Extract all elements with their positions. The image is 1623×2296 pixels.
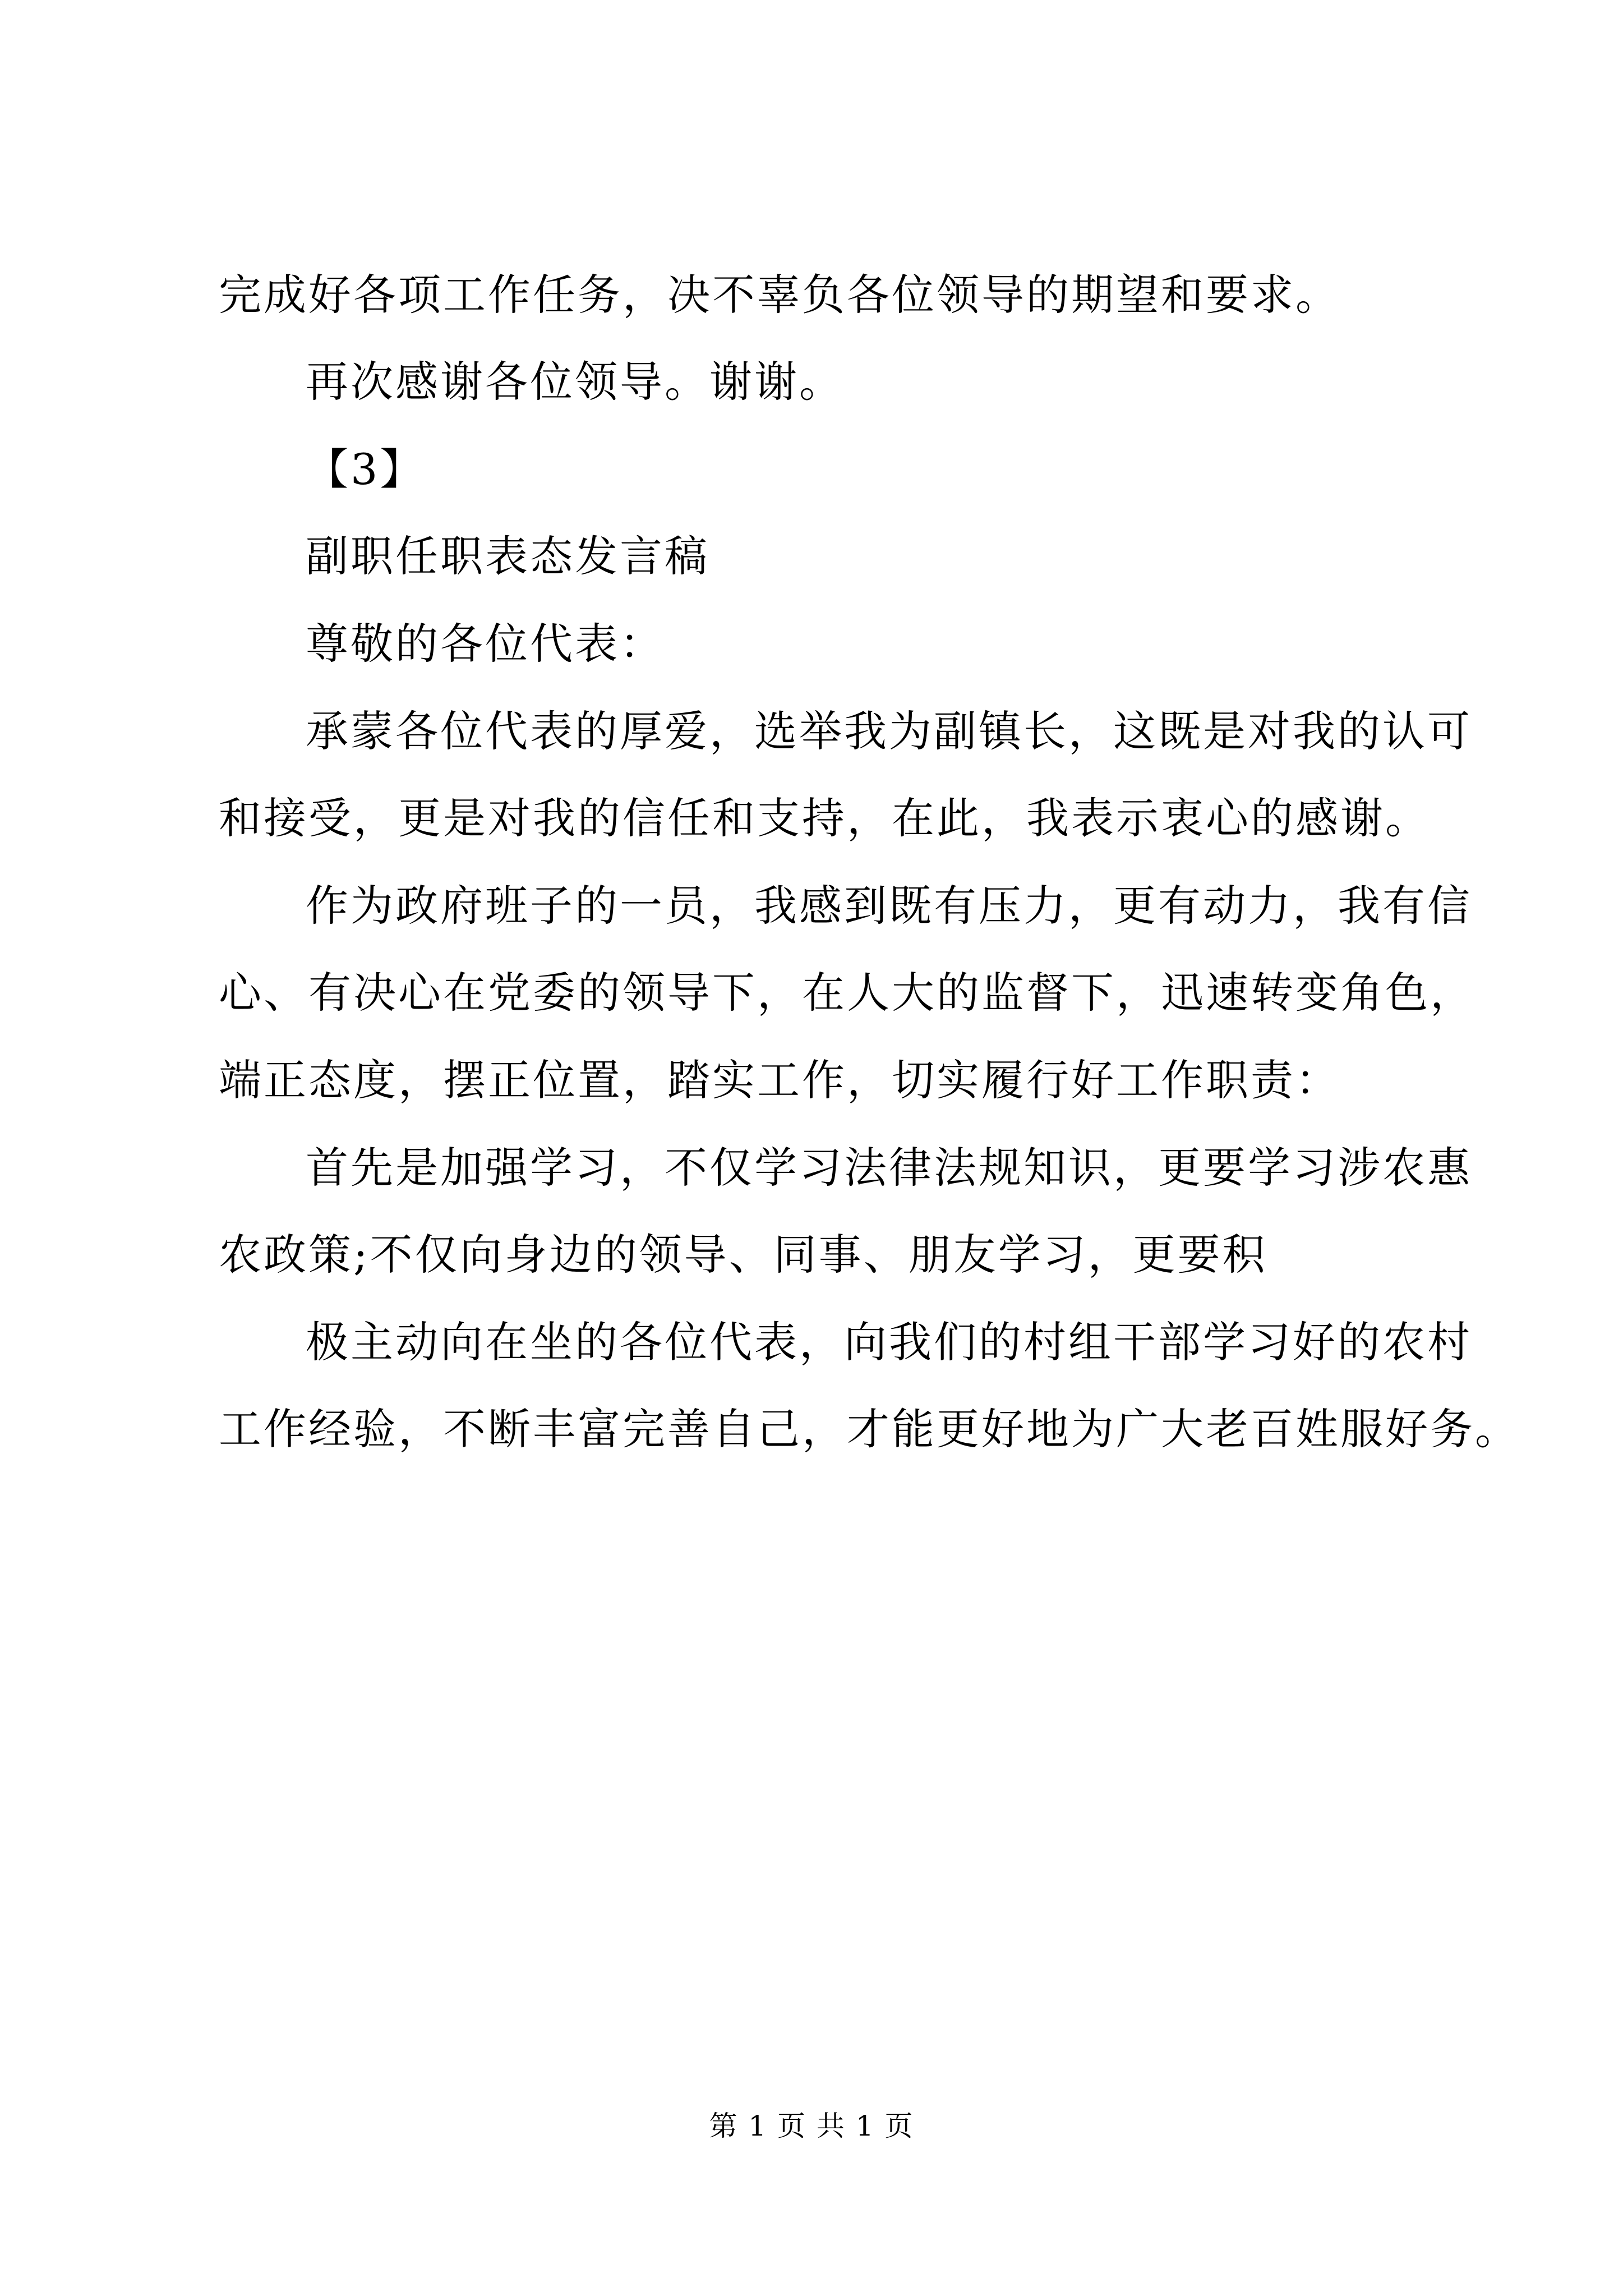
page-footer: 第 1 页 共 1 页 bbox=[709, 2110, 914, 2142]
salutation: 尊敬的各位代表： bbox=[306, 619, 665, 669]
text-line-10: 端正态度，摆正位置，踏实工作，切实履行好工作职责： bbox=[219, 1055, 1340, 1105]
speech-title: 副职任职表态发言稿 bbox=[306, 531, 709, 581]
text-line-13: 极主动向在坐的各位代表，向我们的村组干部学习好的农村 bbox=[306, 1317, 1472, 1367]
text-line-12: 农政策;不仅向身边的领导、同事、朋友学习，更要积 bbox=[219, 1230, 1267, 1280]
text-line-11: 首先是加强学习，不仅学习法律法规知识，更要学习涉农惠 bbox=[306, 1143, 1472, 1193]
text-line-7: 和接受，更是对我的信任和支持，在此，我表示衷心的感谢。 bbox=[219, 793, 1430, 843]
text-line-6: 承蒙各位代表的厚爱，选举我为副镇长，这既是对我的认可 bbox=[306, 706, 1472, 756]
text-line-2: 再次感谢各位领导。谢谢。 bbox=[306, 357, 844, 407]
section-number: 【3】 bbox=[306, 444, 425, 494]
text-line-8: 作为政府班子的一员，我感到既有压力，更有动力，我有信 bbox=[306, 881, 1472, 931]
text-line-9: 心、有决心在党委的领导下，在人大的监督下，迅速转变角色， bbox=[219, 968, 1475, 1018]
text-line-1: 完成好各项工作任务，决不辜负各位领导的期望和要求。 bbox=[219, 270, 1340, 320]
text-line-14: 工作经验，不断丰富完善自己，才能更好地为广大老百姓服好务。 bbox=[219, 1404, 1520, 1454]
